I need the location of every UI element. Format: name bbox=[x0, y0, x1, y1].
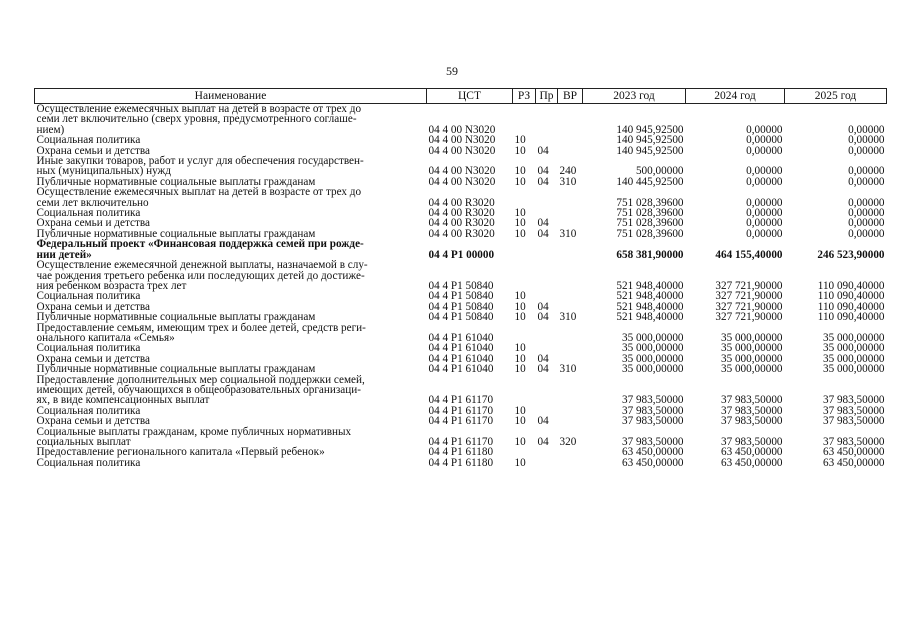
row-amount-2024: 63 450,00000 bbox=[720, 446, 783, 459]
row-vr: 310 bbox=[559, 227, 577, 240]
row-rz bbox=[513, 323, 536, 344]
row-name: Охрана семьи и детства bbox=[36, 415, 150, 428]
row-amount-2025: 37 983,50000 bbox=[822, 415, 885, 428]
row-name: Осуществление ежемесячных выплат на детей в возрасте от трех до семи лет включительно (сверх уровня, предусмотренного соглаше- нием) bbox=[36, 103, 362, 136]
table-row bbox=[35, 364, 887, 374]
row-rz: 10 bbox=[514, 134, 526, 147]
table-row bbox=[35, 187, 887, 208]
header-rz: РЗ bbox=[513, 89, 536, 104]
row-amount-2023: 35 000,00000 bbox=[621, 352, 684, 365]
row-amount-2023: 35 000,00000 bbox=[621, 342, 684, 355]
row-amount-2023: 35 000,00000 bbox=[621, 363, 684, 376]
row-amount-2025: 110 090,40000 bbox=[817, 290, 885, 303]
row-amount-2023: 37 983,50000 bbox=[621, 436, 684, 448]
row-rz: 10 bbox=[514, 415, 526, 428]
row-amount-2023: 140 945,92500 bbox=[616, 144, 684, 157]
row-name: Социальная политика bbox=[36, 290, 141, 303]
row-rz bbox=[513, 239, 536, 260]
row-amount-2023: 140 945,92500 bbox=[616, 123, 684, 136]
row-vr bbox=[558, 343, 583, 353]
row-cst: 04 4 P1 50840 bbox=[428, 279, 494, 292]
row-amount-2025: 0,00000 bbox=[848, 217, 885, 230]
row-vr bbox=[558, 447, 583, 457]
row-amount-2023: 140 445,92500 bbox=[616, 175, 684, 188]
row-vr bbox=[558, 135, 583, 145]
row-vr: 310 bbox=[559, 175, 577, 188]
table-row bbox=[35, 312, 887, 322]
row-rz: 10 bbox=[514, 144, 526, 157]
row-vr bbox=[558, 104, 583, 136]
row-rz: 10 bbox=[514, 217, 526, 230]
header-name: Наименование bbox=[35, 89, 427, 104]
table-row bbox=[35, 239, 887, 260]
row-cst: 04 4 P1 61040 bbox=[428, 363, 494, 376]
row-name: Публичные нормативные социальные выплаты гражданам bbox=[36, 363, 316, 376]
row-pr bbox=[536, 447, 558, 457]
row-name: Осуществление ежемесячной денежной выплаты, назначаемой в слу- чае рождения третьего ребенка или последующих детей до достиже- ния ребенком возраста трех лет bbox=[36, 259, 368, 292]
row-name: Социальные выплаты гражданам, кроме публичных нормативных социальных выплат bbox=[36, 425, 352, 448]
row-amount-2024: 0,00000 bbox=[746, 217, 783, 230]
row-pr: 04 bbox=[537, 175, 549, 188]
row-rz: 10 bbox=[514, 165, 526, 178]
row-amount-2024: 35 000,00000 bbox=[720, 363, 783, 376]
row-vr bbox=[558, 406, 583, 416]
table-row bbox=[35, 104, 887, 136]
row-vr bbox=[558, 291, 583, 301]
row-cst: 04 4 P1 61180 bbox=[428, 446, 494, 459]
table-row bbox=[35, 323, 887, 344]
header-pr: Пр bbox=[536, 89, 558, 104]
row-vr: 310 bbox=[559, 363, 577, 376]
row-pr bbox=[536, 239, 558, 260]
row-rz: 10 bbox=[514, 290, 526, 303]
row-amount-2025: 110 090,40000 bbox=[817, 311, 885, 324]
row-amount-2023: 35 000,00000 bbox=[621, 331, 684, 344]
row-rz: 10 bbox=[514, 175, 526, 188]
row-vr: 240 bbox=[559, 165, 577, 178]
row-cst: 04 4 00 N3020 bbox=[428, 175, 496, 188]
row-cst: 04 4 00 R3020 bbox=[428, 207, 495, 220]
row-cst: 04 4 00 R3020 bbox=[428, 217, 495, 230]
row-vr bbox=[558, 416, 583, 426]
row-amount-2024: 327 721,90000 bbox=[715, 290, 783, 303]
row-pr bbox=[536, 323, 558, 344]
row-name: Иные закупки товаров, работ и услуг для обеспечения государствен- ных (муниципальных) нужд bbox=[36, 155, 364, 178]
row-amount-2025: 0,00000 bbox=[848, 134, 885, 147]
row-cst: 04 4 00 N3020 bbox=[428, 123, 496, 136]
row-name: Предоставление дополнительных мер социальной поддержки семей, имеющих детей, обучающихся в общеобразовательных организаци- ях, в виде компенсационных выплат bbox=[36, 373, 365, 407]
budget-table bbox=[34, 88, 887, 468]
row-amount-2025: 37 983,50000 bbox=[822, 404, 885, 417]
row-pr bbox=[536, 375, 558, 406]
row-amount-2025: 246 523,90000 bbox=[817, 248, 885, 261]
row-amount-2025: 63 450,00000 bbox=[822, 456, 885, 469]
row-pr: 04 bbox=[537, 436, 549, 448]
row-rz: 10 bbox=[514, 352, 526, 365]
header-cst: ЦСТ bbox=[427, 89, 513, 104]
row-amount-2023: 751 028,39600 bbox=[616, 217, 684, 230]
row-amount-2023: 658 381,90000 bbox=[616, 248, 684, 261]
row-pr bbox=[536, 104, 558, 136]
row-amount-2023: 37 983,50000 bbox=[621, 404, 684, 417]
row-rz: 10 bbox=[514, 404, 526, 417]
row-amount-2025: 35 000,00000 bbox=[822, 363, 885, 376]
header-vr: ВР bbox=[558, 89, 583, 104]
row-amount-2025: 0,00000 bbox=[848, 196, 885, 209]
row-rz: 10 bbox=[514, 456, 526, 469]
row-pr bbox=[536, 187, 558, 208]
table-row bbox=[35, 375, 887, 406]
row-name: Охрана семьи и детства bbox=[36, 300, 150, 313]
row-vr bbox=[558, 146, 583, 156]
row-vr: 320 bbox=[559, 436, 577, 448]
row-amount-2023: 751 028,39600 bbox=[616, 196, 684, 209]
row-amount-2025: 110 090,40000 bbox=[817, 279, 885, 292]
row-cst: 04 4 P1 61170 bbox=[428, 436, 494, 448]
row-pr: 04 bbox=[537, 363, 549, 376]
row-cst: 04 4 P1 50840 bbox=[428, 300, 494, 313]
table-row bbox=[35, 260, 887, 291]
row-rz: 10 bbox=[514, 436, 526, 448]
row-amount-2024: 0,00000 bbox=[746, 134, 783, 147]
row-name: Федеральный проект «Финансовая поддержка семей при рожде- нии детей» bbox=[36, 238, 364, 261]
row-amount-2025: 0,00000 bbox=[848, 165, 885, 178]
row-cst: 04 4 P1 61170 bbox=[428, 404, 494, 417]
row-vr bbox=[558, 458, 583, 468]
row-amount-2024: 327 721,90000 bbox=[715, 279, 783, 292]
row-amount-2025: 110 090,40000 bbox=[817, 300, 885, 313]
row-vr bbox=[558, 187, 583, 208]
row-cst: 04 4 00 N3020 bbox=[428, 165, 496, 178]
row-vr bbox=[558, 239, 583, 260]
row-amount-2024: 37 983,50000 bbox=[720, 436, 783, 448]
row-pr: 04 bbox=[537, 217, 549, 230]
row-amount-2024: 0,00000 bbox=[746, 196, 783, 209]
row-cst: 04 4 00 R3020 bbox=[428, 227, 495, 240]
row-cst: 04 4 P1 00000 bbox=[428, 248, 495, 261]
row-name: Социальная политика bbox=[36, 134, 141, 147]
row-amount-2025: 0,00000 bbox=[848, 175, 885, 188]
row-amount-2024: 0,00000 bbox=[746, 175, 783, 188]
row-rz bbox=[513, 375, 536, 406]
row-amount-2025: 35 000,00000 bbox=[822, 352, 885, 365]
row-pr bbox=[536, 458, 558, 468]
row-amount-2024: 35 000,00000 bbox=[720, 352, 783, 365]
table-row bbox=[35, 458, 887, 468]
row-cst: 04 4 P1 61170 bbox=[428, 415, 494, 428]
row-amount-2023: 751 028,39600 bbox=[616, 207, 684, 220]
row-pr: 04 bbox=[537, 165, 549, 178]
row-name: Социальная политика bbox=[36, 456, 141, 469]
page-number: 59 bbox=[446, 64, 458, 78]
row-cst: 04 4 P1 50840 bbox=[428, 290, 494, 303]
row-amount-2024: 0,00000 bbox=[746, 165, 783, 178]
header-2024: 2024 год bbox=[686, 89, 785, 104]
row-amount-2024: 0,00000 bbox=[746, 144, 783, 157]
row-name: Охрана семьи и детства bbox=[36, 217, 150, 230]
row-rz: 10 bbox=[514, 363, 526, 376]
row-rz: 10 bbox=[514, 342, 526, 355]
row-pr bbox=[536, 260, 558, 291]
row-amount-2023: 37 983,50000 bbox=[621, 415, 684, 428]
row-rz bbox=[513, 187, 536, 208]
row-cst: 04 4 00 R3020 bbox=[428, 196, 495, 209]
row-amount-2025: 37 983,50000 bbox=[822, 394, 885, 407]
row-amount-2023: 521 948,40000 bbox=[616, 279, 684, 292]
row-pr: 04 bbox=[537, 311, 549, 324]
row-amount-2025: 0,00000 bbox=[848, 144, 885, 157]
row-cst: 04 4 P1 61180 bbox=[428, 456, 494, 469]
row-pr: 04 bbox=[537, 144, 549, 157]
row-pr: 04 bbox=[537, 227, 549, 240]
row-amount-2023: 63 450,00000 bbox=[621, 456, 684, 469]
row-amount-2024: 0,00000 bbox=[746, 227, 783, 240]
row-name: Социальная политика bbox=[36, 207, 141, 220]
table-header-row bbox=[35, 89, 887, 104]
row-cst: 04 4 P1 61170 bbox=[428, 394, 494, 407]
row-amount-2023: 521 948,40000 bbox=[616, 290, 684, 303]
row-rz: 10 bbox=[514, 300, 526, 313]
row-amount-2025: 35 000,00000 bbox=[822, 342, 885, 355]
row-cst: 04 4 00 N3020 bbox=[428, 144, 496, 157]
row-amount-2024: 0,00000 bbox=[746, 207, 783, 220]
header-2023: 2023 год bbox=[583, 89, 686, 104]
row-amount-2025: 0,00000 bbox=[848, 207, 885, 220]
row-amount-2024: 0,00000 bbox=[746, 123, 783, 136]
row-amount-2023: 500,00000 bbox=[635, 165, 684, 178]
row-amount-2024: 35 000,00000 bbox=[720, 331, 783, 344]
row-name: Предоставление семьям, имеющим трех и более детей, средств реги- онального капитала «Семья» bbox=[36, 321, 366, 344]
row-pr: 04 bbox=[537, 352, 549, 365]
row-amount-2024: 327 721,90000 bbox=[715, 311, 783, 324]
row-vr bbox=[558, 208, 583, 218]
row-pr: 04 bbox=[537, 415, 549, 428]
table-row bbox=[35, 427, 887, 448]
row-name: Социальная политика bbox=[36, 404, 141, 417]
row-amount-2023: 63 450,00000 bbox=[621, 446, 684, 459]
row-name: Охрана семьи и детства bbox=[36, 352, 150, 365]
row-amount-2024: 63 450,00000 bbox=[720, 456, 783, 469]
row-name: Осуществление ежемесячных выплат на детей в возрасте от трех до семи лет включительно bbox=[36, 186, 362, 209]
row-name: Социальная политика bbox=[36, 342, 141, 355]
row-amount-2025: 35 000,00000 bbox=[822, 331, 885, 344]
row-vr bbox=[558, 323, 583, 344]
row-rz: 10 bbox=[514, 227, 526, 240]
table-body bbox=[35, 104, 887, 469]
row-name: Предоставление регионального капитала «Первый ребенок» bbox=[36, 446, 325, 459]
row-vr bbox=[558, 260, 583, 291]
row-amount-2024: 464 155,40000 bbox=[715, 248, 783, 261]
row-rz bbox=[513, 104, 536, 136]
header-2025: 2025 год bbox=[785, 89, 887, 104]
table-row bbox=[35, 156, 887, 177]
row-pr: 04 bbox=[537, 300, 549, 313]
row-name: Публичные нормативные социальные выплаты гражданам bbox=[36, 227, 316, 240]
row-rz bbox=[513, 260, 536, 291]
row-amount-2024: 35 000,00000 bbox=[720, 342, 783, 355]
row-amount-2024: 327 721,90000 bbox=[715, 300, 783, 313]
row-name: Охрана семьи и детства bbox=[36, 144, 150, 157]
row-amount-2025: 63 450,00000 bbox=[822, 446, 885, 459]
row-amount-2025: 0,00000 bbox=[848, 123, 885, 136]
row-amount-2025: 0,00000 bbox=[848, 227, 885, 240]
row-rz: 10 bbox=[514, 311, 526, 324]
row-name: Публичные нормативные социальные выплаты гражданам bbox=[36, 311, 316, 324]
row-amount-2023: 521 948,40000 bbox=[616, 300, 684, 313]
row-amount-2024: 37 983,50000 bbox=[720, 404, 783, 417]
row-amount-2023: 751 028,39600 bbox=[616, 227, 684, 240]
row-cst: 04 4 P1 50840 bbox=[428, 311, 494, 324]
row-amount-2023: 140 945,92500 bbox=[616, 134, 684, 147]
row-amount-2025: 37 983,50000 bbox=[822, 436, 885, 448]
row-vr bbox=[558, 375, 583, 406]
row-amount-2024: 37 983,50000 bbox=[720, 394, 783, 407]
row-vr: 310 bbox=[559, 311, 577, 324]
row-cst: 04 4 00 N3020 bbox=[428, 134, 496, 147]
row-amount-2024: 37 983,50000 bbox=[720, 415, 783, 428]
row-amount-2023: 37 983,50000 bbox=[621, 394, 684, 407]
row-name: Публичные нормативные социальные выплаты гражданам bbox=[36, 175, 316, 188]
row-cst: 04 4 P1 61040 bbox=[428, 342, 494, 355]
row-rz: 10 bbox=[514, 207, 526, 220]
row-amount-2023: 521 948,40000 bbox=[616, 311, 684, 324]
row-cst: 04 4 P1 61040 bbox=[428, 331, 494, 344]
row-cst: 04 4 P1 61040 bbox=[428, 352, 494, 365]
